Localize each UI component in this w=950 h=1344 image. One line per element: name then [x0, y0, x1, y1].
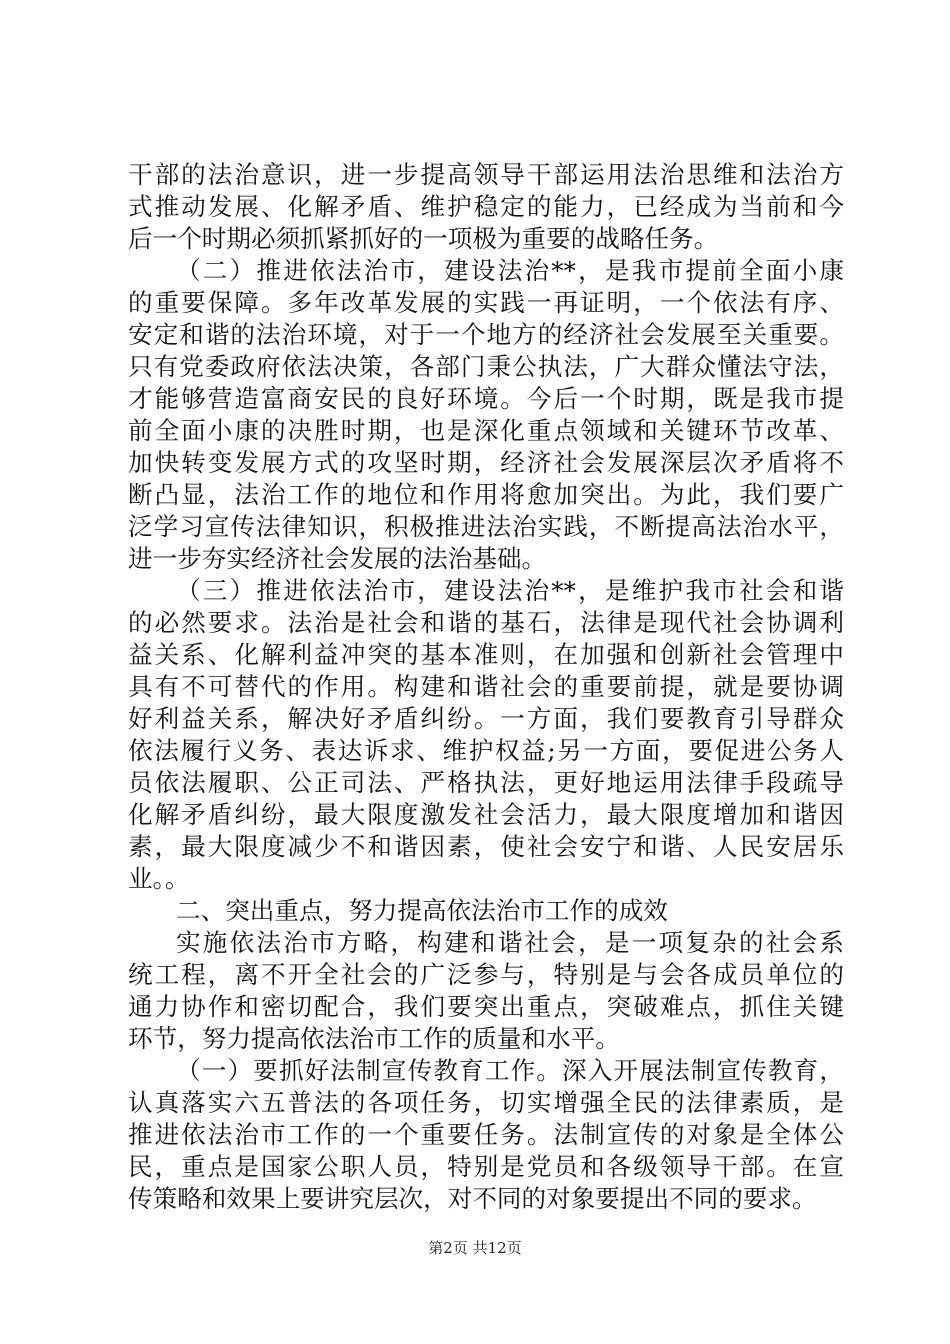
- text-line: 的重要保障。多年改革发展的实践一再证明，一个依法有序、: [128, 288, 844, 317]
- text-line: 化解矛盾纠纷，最大限度激发社会活力，最大限度增加和谐因: [128, 800, 844, 829]
- text-line: 统工程，离不开全社会的广泛参与，特别是与会各成员单位的: [128, 960, 844, 989]
- text-line: 前全面小康的决胜时期，也是深化重点领域和关键环节改革、: [128, 416, 844, 445]
- text-line: 具有不可替代的作用。构建和谐社会的重要前提，就是要协调: [128, 672, 844, 701]
- text-line: （三）推进依法治市，建设法治**，是维护我市社会和谐: [176, 576, 844, 605]
- text-line: 员依法履职、公正司法、严格执法，更好地运用法律手段疏导: [128, 768, 844, 797]
- text-line: 式推动发展、化解矛盾、维护稳定的能力，已经成为当前和今: [128, 192, 844, 221]
- text-line: 益关系、化解利益冲突的基本准则，在加强和创新社会管理中: [128, 640, 844, 669]
- heading-line: 二、突出重点，努力提高依法治市工作的成效: [176, 896, 668, 925]
- text-line: 干部的法治意识，进一步提高领导干部运用法治思维和法治方: [128, 160, 844, 189]
- paragraph-section-3: [128, 575, 844, 895]
- text-line: 通力协作和密切配合，我们要突出重点，突破难点，抓住关键: [128, 992, 844, 1021]
- text-line: 泛学习宣传法律知识，积极推进法治实践，不断提高法治水平，: [128, 512, 844, 541]
- text-line: 民，重点是国家公职人员，特别是党员和各级领导干部。在宣: [128, 1152, 844, 1181]
- text-line: 传策略和效果上要讲究层次，对不同的对象要提出不同的要求。: [128, 1184, 817, 1213]
- paragraph-intro: [128, 927, 844, 1055]
- text-line: 才能够营造富商安民的良好环境。今后一个时期，既是我市提: [128, 384, 844, 413]
- page-number-footer: 第2页 共12页: [428, 1239, 522, 1257]
- text-line: 断凸显，法治工作的地位和作用将愈加突出。为此，我们要广: [128, 480, 844, 509]
- text-line: 实施依法治市方略，构建和谐社会，是一项复杂的社会系: [176, 928, 844, 957]
- text-line: （二）推进依法治市，建设法治**，是我市提前全面小康: [176, 256, 844, 285]
- section-heading: [128, 895, 844, 927]
- text-line: 好利益关系，解决好矛盾纠纷。一方面，我们要教育引导群众: [128, 704, 844, 733]
- text-line: 素，最大限度减少不和谐因素，使社会安宁和谐、人民安居乐: [128, 832, 844, 861]
- text-line: 的必然要求。法治是社会和谐的基石，法律是现代社会协调利: [128, 608, 844, 637]
- paragraph-subsection-1: [128, 1055, 844, 1215]
- text-line: 后一个时期必须抓紧抓好的一项极为重要的战略任务。: [128, 224, 719, 253]
- text-line: 依法履行义务、表达诉求、维护权益;另一方面，要促进公务人: [128, 736, 844, 765]
- text-line: 只有党委政府依法决策，各部门秉公执法，广大群众懂法守法，: [128, 352, 844, 381]
- text-line: 推进依法治市工作的一个重要任务。法制宣传的对象是全体公: [128, 1120, 844, 1149]
- paragraph-section-2: [128, 255, 844, 575]
- text-line: 安定和谐的法治环境，对于一个地方的经济社会发展至关重要。: [128, 320, 844, 349]
- text-line: 环节，努力提高依法治市工作的质量和水平。: [128, 1024, 620, 1053]
- paragraph-continuation: [128, 159, 844, 255]
- text-line: （一）要抓好法制宣传教育工作。深入开展法制宣传教育，: [176, 1056, 844, 1085]
- text-line: 业。。: [128, 864, 190, 893]
- text-line: 认真落实六五普法的各项任务，切实增强全民的法律素质，是: [128, 1088, 844, 1117]
- text-line: 加快转变发展方式的攻坚时期，经济社会发展深层次矛盾将不: [128, 448, 844, 477]
- document-body: [128, 159, 844, 1215]
- text-line: 进一步夯实经济社会发展的法治基础。: [128, 544, 547, 573]
